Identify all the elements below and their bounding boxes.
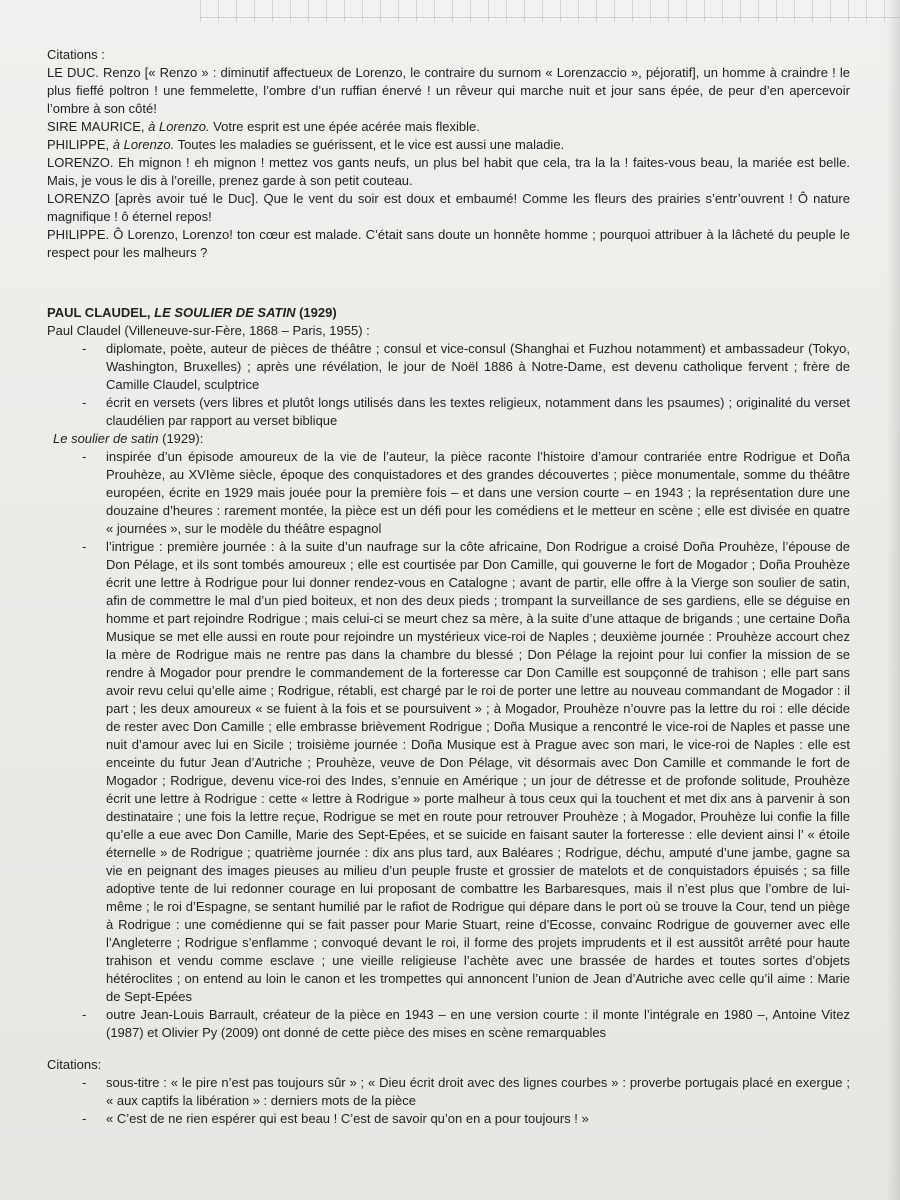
quote-text: [après avoir tué le Duc]. Que le vent du soir est doux et embaumé! Comme les fleurs des prairies s’entr’ouvrent ! Ô nature magnifique ! ô éternel repos! [47, 191, 850, 224]
citation-item: - sous-titre : « le pire n’est pas toujours sûr » ; « Dieu écrit droit avec des lignes courbes » : proverbe portugais placé en exergue ; « aux captifs la libération » : derniers mots de la pièce [47, 1074, 850, 1110]
quote-philippe-1 [47, 136, 850, 154]
speaker: LORENZO [47, 191, 110, 206]
title-year: (1929) [295, 305, 337, 320]
quote-text: Renzo [« Renzo » : diminutif affectueux de Lorenzo, le contraire du surnom « Lorenzaccio », péjoratif], un homme à craindre ! le plus fieffé poltron ! une femmelette, l’ombre d’un ruffian énervé ! un rêveur qui marche nuit et jour sans épée, de peur d’en apercevoir l’ombre à son côté! [47, 65, 850, 116]
citations-heading: Citations : [47, 47, 105, 62]
grid-paper-underneath [200, 0, 900, 22]
speaker: SIRE MAURICE, [47, 119, 145, 134]
citation-item: - « C’est de ne rien espérer qui est beau ! C’est de savoir qu’on en a pour toujours ! » [47, 1110, 850, 1128]
title-author: PAUL CLAUDEL, [47, 305, 151, 320]
quote-lorenzo-2 [47, 190, 850, 226]
work-title: Le soulier de satin [53, 431, 159, 446]
quote-text: Votre esprit est une épée acérée mais flexible. [209, 119, 480, 134]
speaker: PHILIPPE. [47, 227, 110, 242]
citations-heading-2: Citations: [47, 1057, 102, 1072]
stage-direction: à Lorenzo. [144, 119, 210, 134]
bio-item: - diplomate, poète, auteur de pièces de théâtre ; consul et vice-consul (Shanghai et Fuzhou notamment) et ambassadeur (Tokyo, Washington, Bruxelles) ; après une révélation, le jour de Noël 1886 à Notre-Dame, est devenu catholique fervent ; frère de Camille Claudel, sculptrice [47, 340, 850, 394]
bio-list [47, 340, 850, 430]
speaker: LE DUC. [47, 65, 99, 80]
quote-philippe-2 [47, 226, 850, 262]
work-list [47, 448, 850, 1042]
citations-list [47, 1074, 850, 1128]
quote-lorenzo-1 [47, 154, 850, 190]
quote-text: Toutes les maladies se guérissent, et le vice est aussi une maladie. [174, 137, 565, 152]
page-edge-shadow [886, 0, 900, 1200]
stage-direction: à Lorenzo. [109, 137, 175, 152]
speaker: LORENZO. [47, 155, 114, 170]
document-body [47, 46, 850, 1128]
quote-le-duc [47, 64, 850, 118]
quote-text: Eh mignon ! eh mignon ! mettez vos gants neufs, un plus bel habit que cela, tra la la ! faites-vous beau, la mariée est belle. Mais, je vous le dis à l’oreille, prenez garde à son petit couteau. [47, 155, 850, 188]
work-year: (1929): [158, 431, 204, 446]
quote-text: Ô Lorenzo, Lorenzo! ton cœur est malade. C’était sans doute un honnête homme ; pourquoi attribuer à la lâcheté du peuple le respect pour les malheurs ? [47, 227, 850, 260]
work-intro [47, 430, 850, 448]
bio-item: - écrit en versets (vers libres et plutôt longs utilisés dans les textes religieux, notamment dans les psaumes) ; originalité du verset claudélien par rapport au verset biblique [47, 394, 850, 430]
title-work: LE SOULIER DE SATIN [150, 305, 296, 320]
bio-intro: Paul Claudel (Villeneuve-sur-Fère, 1868 – Paris, 1955) : [47, 323, 370, 338]
section-title [47, 304, 850, 322]
speaker: PHILIPPE, [47, 137, 110, 152]
work-item: - inspirée d’un épisode amoureux de la vie de l’auteur, la pièce raconte l’histoire d’amour contrariée entre Rodrigue et Doña Prouhèze, au XVIème siècle, époque des conquistadores et des grandes découvertes ; pièce monumentale, somme du théâtre européen, écrite en 1929 mais jouée pour la première fois – et dans une version courte – en 1943 ; la représentation dure une douzaine d’heures : rarement montée, la pièce est un défi pour les comédiens et le metteur en scène ; elle est divisée en quatre « journées », sur le modèle du théâtre espagnol [47, 448, 850, 538]
work-item-plot: - l’intrigue : première journée : à la suite d’un naufrage sur la côte africaine, Don Rodrigue a croisé Doña Prouhèze, l’épouse de Don Pélage, et ils sont tombés amoureux ; elle est courtisée par Don Camille, qui gouverne le fort de Mogador ; Doña Prouhèze écrit une lettre à Rodrigue pour lui donner rendez-vous en Catalogne ; avant de partir, elle offre à la Vierge son soulier de satin, afin de commettre le mal d’un pied boiteux, et non des deux pieds ; trompant la surveillance de ses gardiens, elle se déguise en homme et part rejoindre Rodrigue ; mais celui-ci se meurt chez sa mère, à la suite d’une attaque de brigands ; une certaine Doña Musique se met elle aussi en route pour rejoindre un mystérieux vice-roi de Naples ; deuxième journée : Prouhèze accourt chez la mère de Rodrigue mais ne rentre pas dans la chambre du blessé ; Don Pélage la rejoint pour lui confier la mission de se rendre à Mogador pour prendre le commandement de la forteresse car Don Camille est soupçonné de trahison ; elle part sans avoir revu celui qu’elle aime ; Rodrigue, rétabli, est chargé par le roi de porter une lettre au nouveau commandant de Mogador : il part ; les deux amoureux « se fuient à la fois et se poursuivent » ; à Mogador, Prouhèze n’ouvre pas la lettre du roi : elle décide de rester avec Don Camille ; elle embrasse brièvement Rodrigue ; Doña Musique a rencontré le vice-roi de Naples et passe une nuit d’amour avec lui en Sicile ; troisième journée : Doña Musique est à Prague avec son mari, le vice-roi de Naples : elle est enceinte du futur Jean d’Autriche ; Prouhèze, veuve de Don Pélage, vit désormais avec Don Camille et commande le fort de Mogador ; Rodrigue, devenu vice-roi des Indes, s’ennuie en Amérique ; un jour de détresse et de profonde solitude, Prouhèze écrit une lettre à Rodrigue : cette « lettre à Rodrigue » porte malheur à tous ceux qui la touchent et met dix ans à parvenir à son destinataire ; une fois la lettre reçue, Rodrigue se met en route pour retrouver Prouhèze ; à Mogador, Prouhèze lui confie la fille qu’elle a eue avec Don Camille, Marie des Sept-Epées, et se suicide en faisant sauter la forteresse : elle devient ainsi l’ « étoile éternelle » de Rodrigue ; quatrième journée : dix ans plus tard, aux Baléares ; Rodrigue, déchu, amputé d’une jambe, gagne sa vie en peignant des images pieuses au milieu d’un peuple fruste et grossier de matelots et de conquistadors épuisés ; sa fille adoptive tente de lui redonner courage en lui proposant de combattre les Barbaresques, mais il n’est plus que l’ombre de lui-même ; le roi d’Espagne, se sentant humilié par le rafiot de Rodrigue qui dépare dans le port où se trouve la Cour, tend un piège à Rodrigue : une comédienne qui se fait passer pour Marie Stuart, reine d’Ecosse, convainc Rodrigue de gouverner avec elle l’Angleterre ; Rodrigue s’enflamme ; convoqué devant le roi, il forme des projets imprudents et il est aussitôt arrêté pour haute trahison et vendu comme esclave ; une vieille religieuse l’achète avec une brassée de hardes et toutes sortes d’objets hétéroclites ; on entend au loin le canon et les trompettes qui annoncent l’union de Jean d’Autriche avec celle qu’il aime : Marie de Sept-Epées [47, 538, 850, 1006]
work-item: - outre Jean-Louis Barrault, créateur de la pièce en 1943 – en une version courte : il monte l’intégrale en 1980 –, Antoine Vitez (1987) et Olivier Py (2009) ont donné de cette pièce des mises en scène remarquables [47, 1006, 850, 1042]
quote-sire-maurice [47, 118, 850, 136]
